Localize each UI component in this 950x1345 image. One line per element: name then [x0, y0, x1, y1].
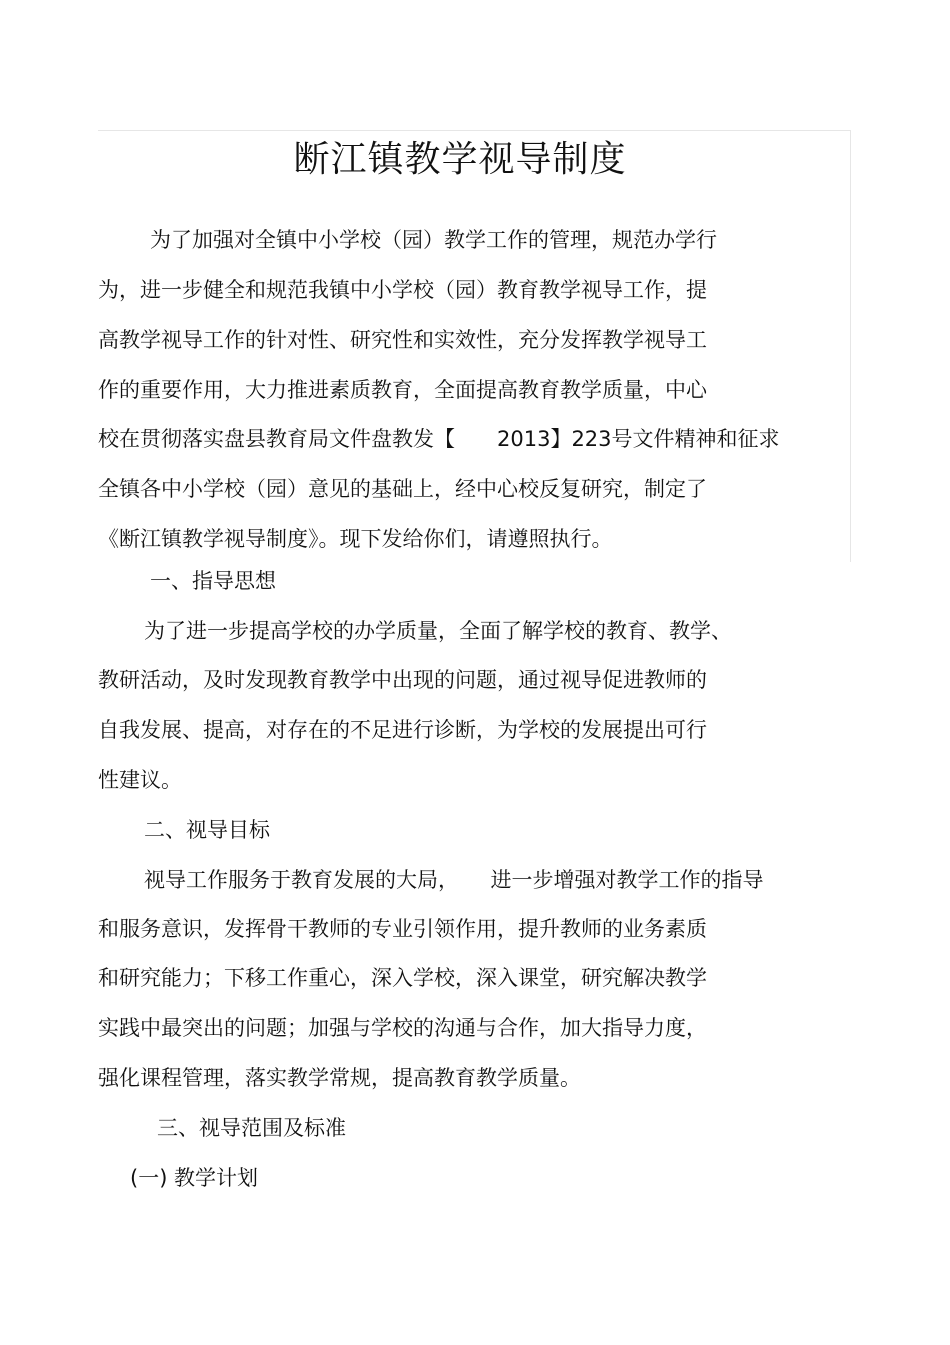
section-1-line-4: 性建议。 — [98, 768, 182, 792]
intro-line-3: 高教学视导工作的针对性、研究性和实效性，充分发挥教学视导工 — [98, 328, 707, 352]
section-2-line-3: 和研究能力；下移工作重心，深入学校，深入课堂，研究解决教学 — [98, 966, 707, 990]
section-3-subheading: (一) 教学计划 — [130, 1166, 259, 1190]
section-2-heading: 二、视导目标 — [144, 818, 270, 842]
section-1-line-2: 教研活动，及时发现教育教学中出现的问题，通过视导促进教师的 — [98, 668, 707, 692]
intro-line-6: 全镇各中小学校（园）意见的基础上，经中心校反复研究，制定了 — [98, 477, 707, 501]
intro-line-4: 作的重要作用，大力推进素质教育，全面提高教育教学质量，中心 — [98, 378, 707, 402]
section-2-line-5: 强化课程管理，落实教学常规，提高教育教学质量。 — [98, 1066, 581, 1090]
section-3-heading: 三、视导范围及标准 — [157, 1116, 346, 1140]
section-1-line-1: 为了进一步提高学校的办学质量，全面了解学校的教育、教学、 — [144, 619, 732, 643]
section-1-heading: 一、指导思想 — [150, 569, 276, 593]
right-divider — [850, 130, 851, 562]
section-2-line-4: 实践中最突出的问题；加强与学校的沟通与合作，加大指导力度， — [98, 1016, 707, 1040]
intro-line-7: 《断江镇教学视导制度》。现下发给你们，请遵照执行。 — [98, 527, 613, 551]
section-2-line-2: 和服务意识，发挥骨干教师的专业引领作用，提升教师的业务素质 — [98, 917, 707, 941]
intro-line-5: 校在贯彻落实盘县教育局文件盘教发【 2013】223号文件精神和征求 — [98, 427, 780, 451]
intro-line-2: 为，进一步健全和规范我镇中小学校（园）教育教学视导工作，提 — [98, 278, 707, 302]
intro-line-1: 为了加强对全镇中小学校（园）教学工作的管理，规范办学行 — [150, 228, 717, 252]
section-1-line-3: 自我发展、提高，对存在的不足进行诊断，为学校的发展提出可行 — [98, 718, 707, 742]
top-divider — [98, 130, 850, 131]
section-2-line-1: 视导工作服务于教育发展的大局， 进一步增强对教学工作的指导 — [144, 868, 764, 892]
page-title: 断江镇教学视导制度 — [293, 139, 627, 180]
